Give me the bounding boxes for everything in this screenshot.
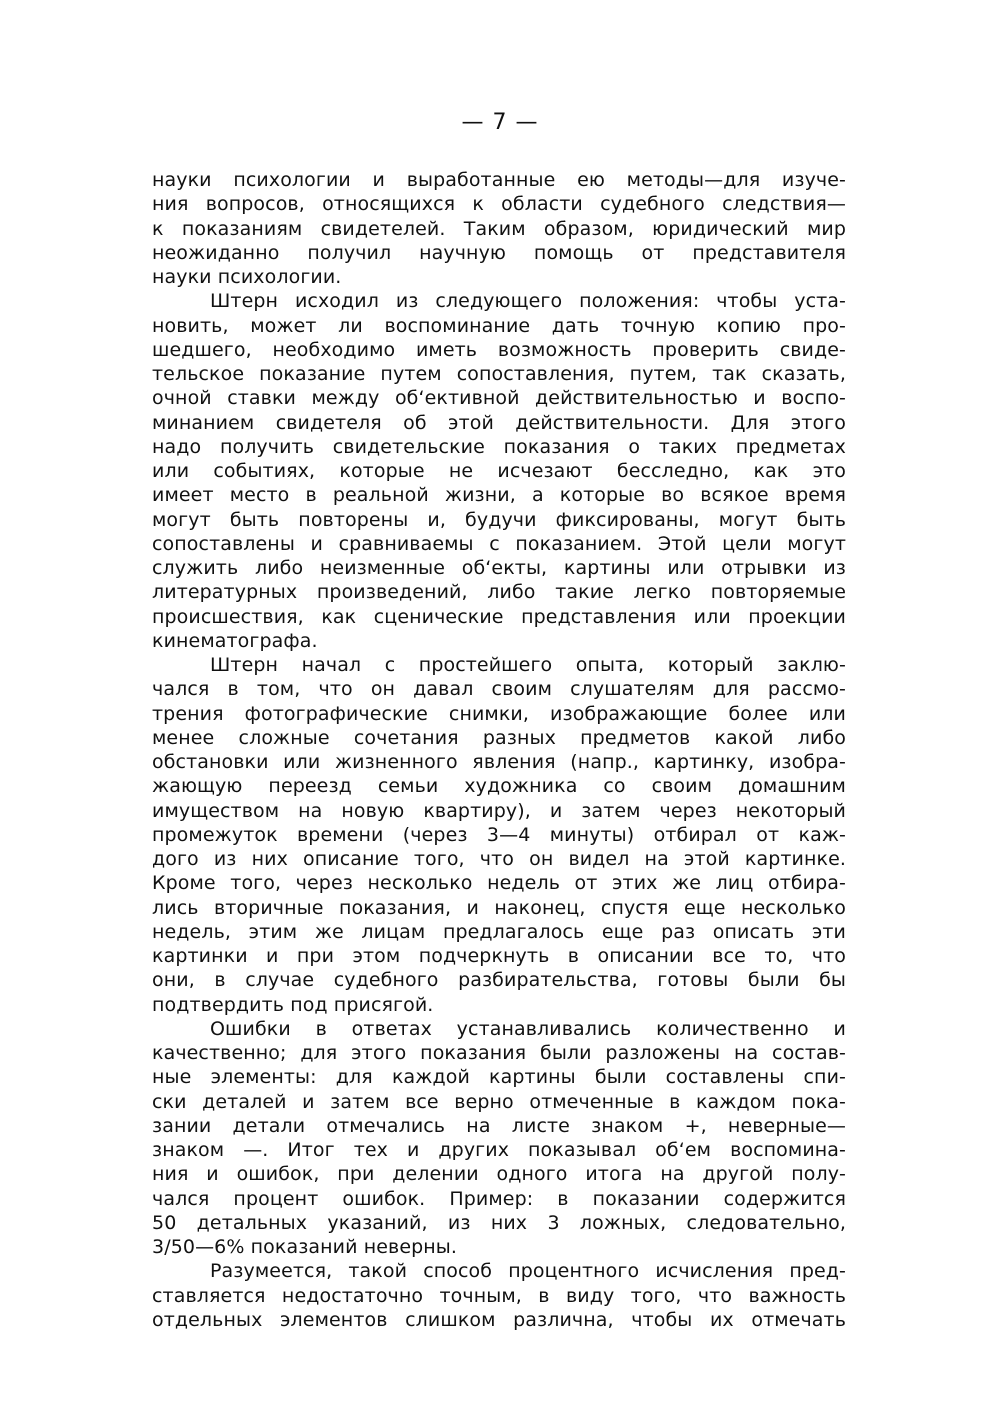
text-line: картинки и при этом подчеркнуть в описании все то, что — [152, 945, 846, 967]
text-line: чался процент ошибок. Пример: в показании содержится — [152, 1187, 846, 1210]
text-line: могут быть повторены и, будучи фиксированы, могут быть — [152, 508, 846, 531]
text-line: очной ставки между об‘ективной действительностью и воспо- — [152, 387, 846, 410]
text-line: литературных произведений, либо такие легко повторяемые — [152, 581, 846, 604]
text-line: Ошибки в ответах устанавливались количественно и — [210, 1017, 846, 1040]
text-line: имеет место в реальной жизни, а которые во всякое время — [152, 484, 846, 507]
text-line: ски деталей и затем все верно отмеченные в каждом пока- — [152, 1090, 846, 1113]
text-line: Штерн исходил из следующего положения: чтобы уста- — [210, 290, 846, 313]
text-line: Штерн начал с простейшего опыта, который заклю- — [210, 654, 846, 676]
text-line: минанием свидетеля об этой действительности. Для этого — [152, 411, 846, 434]
text-line: ные элементы: для каждой картины были составлены спи- — [152, 1066, 846, 1089]
text-line: жающую переезд семьи художника со своим домашним — [152, 775, 846, 798]
text-line: науки психологии и выработанные ею методы—для изуче- — [152, 169, 846, 191]
text-line: менее сложные сочетания разных предметов какой либо — [152, 726, 846, 749]
text-line: подтвердить под присягой. — [152, 993, 434, 1016]
text-line: или событиях, которые не исчезают бесследно, как это — [152, 460, 846, 482]
text-line: сопоставлены и сравниваемы с показанием. Этой цели могут — [152, 532, 846, 555]
text-line: они, в случае судебного разбирательства, готовы были бы — [152, 969, 846, 992]
text-line: недель, этим же лицам предлагалось еще раз описать эти — [152, 920, 846, 943]
text-line: промежуток времени (через 3—4 минуты) отбирал от каж- — [152, 823, 846, 846]
text-line: знаком —. Итог тех и других показывал об‘ем воспомина- — [152, 1139, 846, 1161]
text-line: дого из них описание того, что он видел на этой картинке. — [152, 848, 846, 870]
text-line: ния и ошибок, при делении одного итога на другой полу- — [152, 1163, 846, 1186]
page-number: — 7 — — [461, 110, 539, 135]
text-line: чался в том, что он давал своим слушателям для рассмо- — [152, 678, 846, 701]
text-line: отдельных элементов слишком различна, чтобы их отмечать — [152, 1308, 846, 1331]
text-line: лись вторичные показания, и наконец, спустя еще несколько — [152, 896, 846, 919]
text-line: трения фотографические снимки, изображающие более или — [152, 702, 846, 725]
text-line: обстановки или жизненного явления (напр., картинку, изобра- — [152, 751, 846, 773]
text-line: ставляется недостаточно точным, в виду того, что важность — [152, 1284, 846, 1307]
text-line: к показаниям свидетелей. Таким образом, юридический мир — [152, 217, 846, 240]
text-line: тельское показание путем сопоставления, путем, так сказать, — [152, 363, 846, 385]
text-line: происшествия, как сценические представления или проекции — [152, 605, 846, 628]
text-line: 3/50—6% показаний неверны. — [152, 1236, 458, 1258]
text-line: шедшего, необходимо иметь возможность проверить свиде- — [152, 338, 846, 361]
text-line: надо получить свидетельские показания о таких предметах — [152, 435, 846, 458]
text-line: новить, может ли воспоминание дать точную копию про- — [152, 314, 846, 337]
text-line: Разумеется, такой способ процентного исчисления пред- — [210, 1260, 846, 1283]
text-line: зании детали отмечались на листе знаком +, неверные— — [152, 1114, 846, 1137]
text-line: Кроме того, через несколько недель от этих же лиц отбира- — [152, 872, 846, 895]
text-line: кинематографа. — [152, 629, 318, 652]
text-line: служить либо неизменные об‘екты, картины или отрывки из — [152, 557, 846, 579]
body-text — [152, 168, 846, 1332]
text-line: качественно; для этого показания были разложены на состав- — [152, 1042, 846, 1064]
text-line: ния вопросов, относящихся к области судебного следствия— — [152, 193, 846, 216]
text-line: науки психологии. — [152, 266, 342, 288]
text-line: неожиданно получил научную помощь от представителя — [152, 241, 846, 264]
text-line: имуществом на новую квартиру), и затем через некоторый — [152, 799, 846, 822]
text-line: 50 детальных указаний, из них 3 ложных, следовательно, — [152, 1211, 846, 1234]
